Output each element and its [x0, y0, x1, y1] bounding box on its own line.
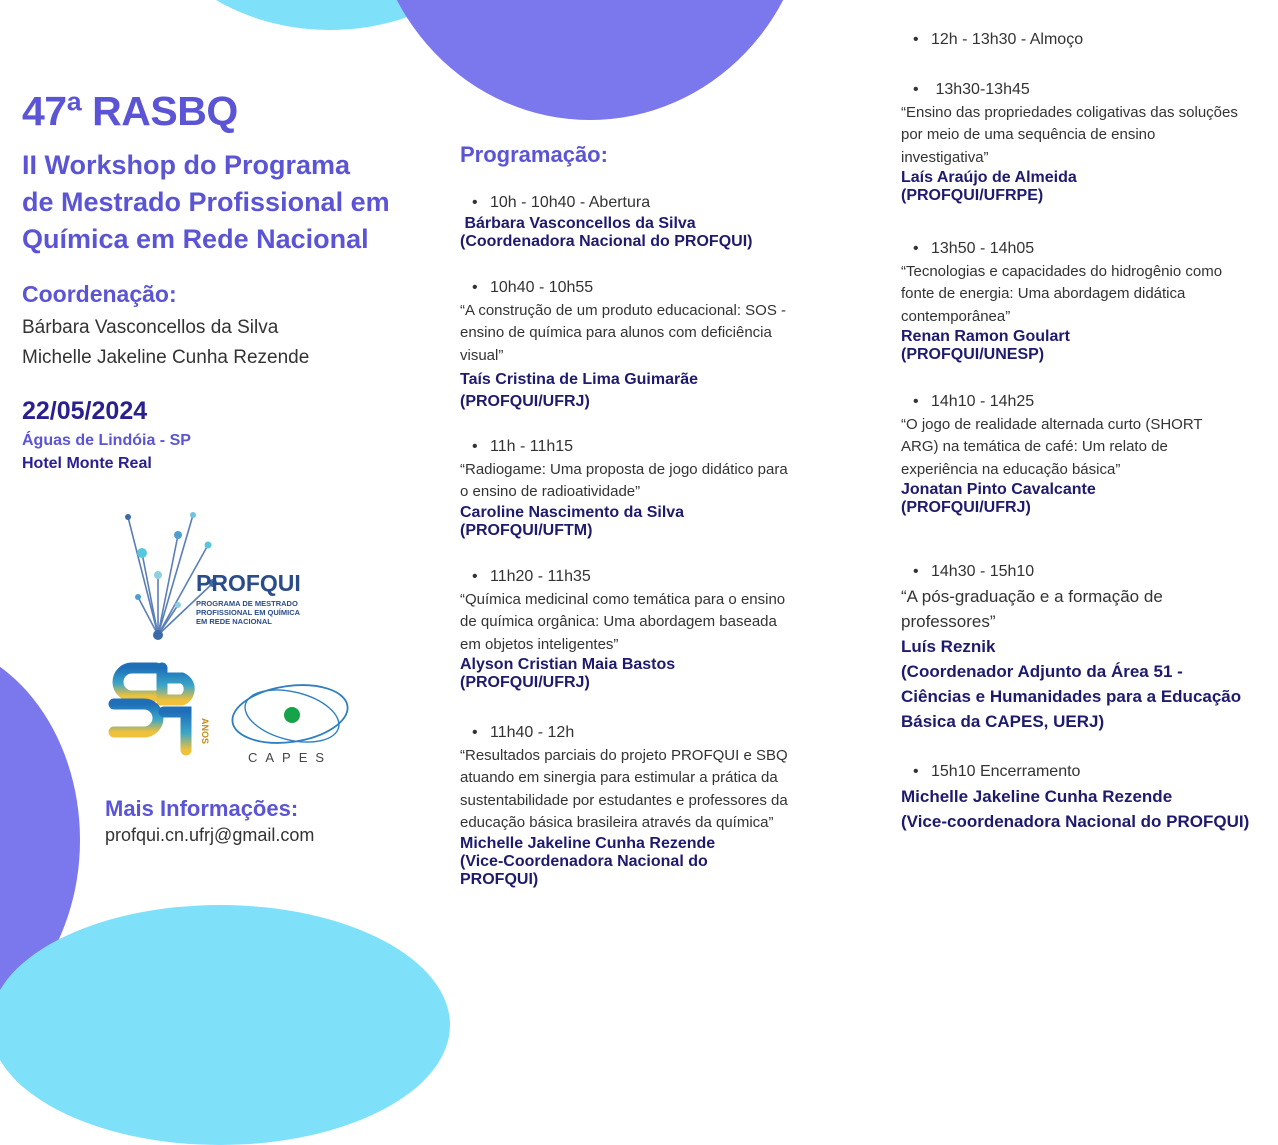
- talk-title-line: de química orgânica: Uma abordagem baseada: [460, 613, 777, 630]
- schedule-item: [460, 566, 830, 692]
- talk-title-line: fonte de energia: Uma abordagem didática: [901, 285, 1186, 302]
- coordination-heading: Coordenação:: [22, 281, 177, 307]
- speaker-name: Taís Cristina de Lima Guimarãe: [460, 371, 699, 388]
- talk-title-line: ensino de química para alunos com deficiência: [460, 324, 772, 341]
- schedule-item: [460, 277, 830, 411]
- talk-title-line: investigativa”: [901, 148, 989, 166]
- schedule-time: • 11h20 - 11h35: [460, 566, 830, 589]
- schedule-time: • 15h10 Encerramento: [901, 761, 1276, 784]
- event-date: 22/05/2024: [22, 397, 148, 425]
- schedule-time: • 12h - 13h30 - Almoço: [901, 29, 1271, 52]
- talk-title-line: “Química medicinal como temática para o ensino: [460, 590, 786, 608]
- talk-title-line: “Tecnologias e capacidades do hidrogênio como: [901, 262, 1223, 280]
- more-info-heading: Mais Informações:: [105, 796, 299, 821]
- talk-title-line: “O jogo de realidade alternada curto (SHORT: [901, 415, 1203, 433]
- svg-text:PROFISSIONAL EM QUÍMICA: PROFISSIONAL EM QUÍMICA: [196, 608, 301, 617]
- schedule-item: [460, 192, 830, 251]
- svg-text:EM REDE NACIONAL: EM REDE NACIONAL: [196, 617, 272, 626]
- speaker-affiliation: (PROFQUI/UFRPE): [901, 187, 1044, 204]
- schedule-item: [901, 391, 1271, 517]
- schedule-time: • 10h - 10h40 - Abertura: [460, 192, 830, 215]
- schedule-item: [460, 722, 830, 889]
- schedule-time: • 14h30 - 15h10: [901, 561, 1276, 584]
- speaker-name: Michelle Jakeline Cunha Rezende: [460, 834, 716, 852]
- talk-title-line: atuando em sinergia para estimular a prática da: [460, 769, 778, 786]
- speaker-affiliation: (Vice-coordenadora Nacional do PROFQUI): [901, 811, 1250, 831]
- speaker-affiliation: (PROFQUI/UFRJ): [460, 393, 590, 410]
- talk-title-line: “Ensino das propriedades coligativas das soluções: [901, 103, 1238, 121]
- event-title: 47ª RASBQ: [22, 88, 238, 134]
- coordinator-name: Bárbara Vasconcellos da Silva: [22, 317, 279, 338]
- schedule-time: • 10h40 - 10h55: [460, 277, 830, 300]
- speaker-affiliation: (PROFQUI/UFRJ): [460, 674, 590, 691]
- speaker-affiliation: (Coordenadora Nacional do PROFQUI): [460, 232, 753, 250]
- schedule-item: [901, 238, 1271, 364]
- speaker-affiliation: (Coordenador Adjunto da Área 51 -: [901, 661, 1183, 681]
- event-venue: Hotel Monte Real: [22, 455, 152, 472]
- talk-title-line: em objetos inteligentes”: [460, 635, 619, 653]
- contact-email[interactable]: profqui.cn.ufrj@gmail.com: [105, 825, 315, 845]
- speaker-name: Luís Reznik: [901, 636, 996, 656]
- talk-title-line: sustentabilidade por estudantes e professores da: [460, 791, 788, 809]
- speaker-affiliation: Básica da CAPES, UERJ): [901, 711, 1105, 731]
- event-city: Águas de Lindóia - SP: [22, 432, 191, 449]
- sbq-40-anos-logo: [104, 660, 214, 760]
- talk-title-line: “Radiogame: Uma proposta de jogo didático para: [460, 460, 788, 478]
- schedule-item: [901, 79, 1271, 205]
- speaker-affiliation: PROFQUI): [460, 870, 539, 888]
- speaker-name: Renan Ramon Goulart: [901, 328, 1070, 345]
- talk-title-line: “A construção de um produto educacional: SOS -: [460, 301, 787, 319]
- speaker-name: Jonatan Pinto Cavalcante: [901, 481, 1096, 498]
- talk-title-line: educação básica brasileira através da química”: [460, 814, 774, 831]
- decor-circle-purple-top: [370, 0, 810, 120]
- profqui-logo: [118, 505, 318, 645]
- schedule-time: • 11h40 - 12h: [460, 722, 830, 745]
- speaker-affiliation: (PROFQUI/UNESP): [901, 346, 1045, 363]
- coordinator-name: Michelle Jakeline Cunha Rezende: [22, 347, 310, 368]
- anos-label: ANOS: [200, 718, 210, 745]
- talk-title-line: professores”: [901, 611, 996, 631]
- capes-wordmark: CAPES: [248, 750, 333, 765]
- speaker-affiliation: (PROFQUI/UFRJ): [901, 499, 1031, 516]
- program-heading: Programação:: [460, 142, 608, 167]
- speaker-affiliation: Ciências e Humanidades para a Educação: [901, 686, 1242, 706]
- schedule-item: [901, 561, 1276, 734]
- speaker-name: Michelle Jakeline Cunha Rezende: [901, 786, 1173, 806]
- speaker-name: Laís Araújo de Almeida: [901, 169, 1077, 186]
- talk-title-line: visual”: [460, 346, 504, 364]
- schedule-item: [901, 761, 1276, 834]
- schedule-item: [460, 436, 830, 540]
- schedule-time: • 13h50 - 14h05: [901, 238, 1271, 261]
- schedule-time: • 13h30-13h45: [901, 79, 1271, 102]
- schedule-time: • 11h - 11h15: [460, 436, 830, 459]
- svg-text:PROGRAMA DE MESTRADO: PROGRAMA DE MESTRADO: [196, 599, 298, 608]
- talk-title-line: “Resultados parciais do projeto PROFQUI e SBQ: [460, 746, 788, 764]
- speaker-name: Bárbara Vasconcellos da Silva: [460, 214, 696, 232]
- talk-title-line: por meio de uma sequência de ensino: [901, 126, 1156, 143]
- speaker-affiliation: (PROFQUI/UFTM): [460, 521, 593, 539]
- talk-title-line: o ensino de radioatividade”: [460, 483, 641, 500]
- speaker-name: Alyson Cristian Maia Bastos: [460, 656, 676, 673]
- workshop-title: II Workshop do Programa de Mestrado Profissional em Química em Rede Nacional: [22, 150, 390, 254]
- schedule-item: [901, 29, 1271, 52]
- profqui-wordmark: PROFQUI: [196, 570, 301, 596]
- speaker-affiliation: (Vice-Coordenadora Nacional do: [460, 852, 708, 870]
- talk-title-line: “A pós-graduação e a formação de: [901, 586, 1163, 606]
- decor-circle-cyan-bottom: [0, 905, 450, 1145]
- speaker-name: Caroline Nascimento da Silva: [460, 503, 685, 521]
- capes-logo: [228, 678, 358, 768]
- talk-title-line: contemporânea”: [901, 307, 1011, 325]
- talk-title-line: experiência na educação básica”: [901, 460, 1121, 478]
- talk-title-line: ARG) na temática de café: Um relato de: [901, 438, 1168, 455]
- schedule-time: • 14h10 - 14h25: [901, 391, 1271, 414]
